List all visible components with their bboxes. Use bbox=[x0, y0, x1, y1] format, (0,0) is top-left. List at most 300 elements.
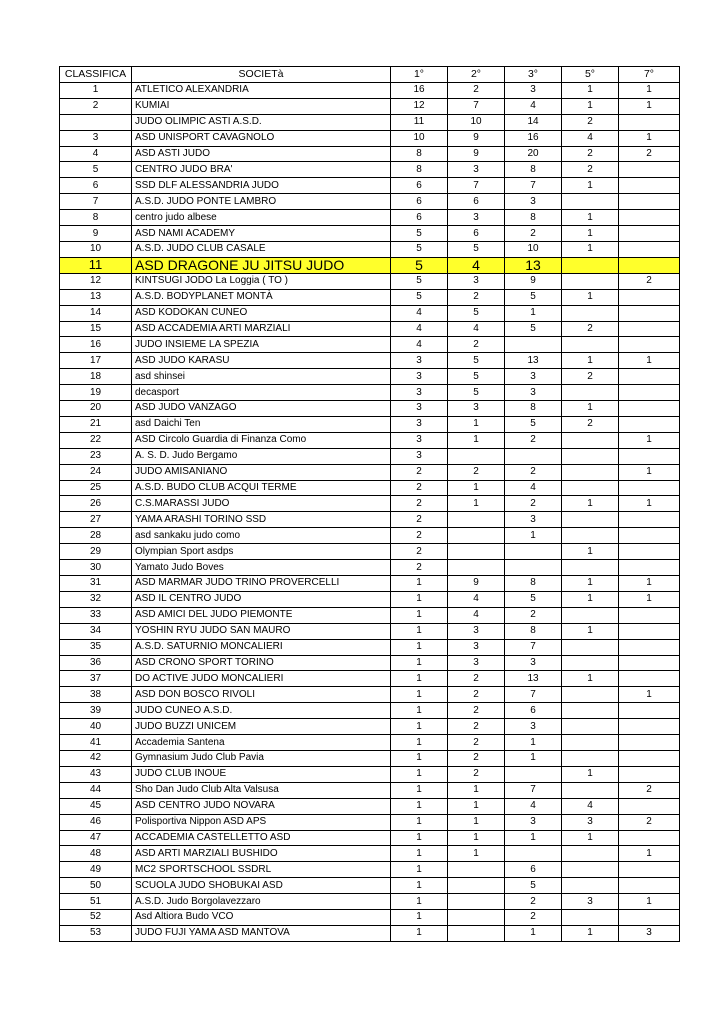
cell-third-place: 4 bbox=[505, 480, 562, 496]
table-row bbox=[60, 925, 680, 941]
cell-classifica: 22 bbox=[60, 432, 132, 448]
cell-first-place: 16 bbox=[391, 82, 448, 98]
cell-classifica: 9 bbox=[60, 226, 132, 242]
cell-societa: MC2 SPORTSCHOOL SSDRL bbox=[132, 862, 391, 878]
table-row bbox=[60, 735, 680, 751]
cell-societa: ASD DRAGONE JU JITSU JUDO bbox=[132, 257, 391, 273]
cell-third-place: 9 bbox=[505, 273, 562, 289]
cell-second-place: 2 bbox=[448, 464, 505, 480]
cell-second-place: 1 bbox=[448, 814, 505, 830]
cell-seventh-place bbox=[619, 416, 680, 432]
cell-second-place: 2 bbox=[448, 671, 505, 687]
cell-seventh-place bbox=[619, 257, 680, 273]
cell-first-place: 5 bbox=[391, 241, 448, 257]
cell-first-place: 1 bbox=[391, 766, 448, 782]
cell-first-place: 11 bbox=[391, 114, 448, 130]
cell-societa: JUDO CLUB INOUE bbox=[132, 766, 391, 782]
cell-seventh-place bbox=[619, 385, 680, 401]
cell-second-place: 9 bbox=[448, 576, 505, 592]
cell-fifth-place: 1 bbox=[562, 496, 619, 512]
cell-classifica: 51 bbox=[60, 894, 132, 910]
cell-societa: ASD CRONO SPORT TORINO bbox=[132, 655, 391, 671]
cell-classifica: 37 bbox=[60, 671, 132, 687]
header-classifica: CLASSIFICA bbox=[60, 67, 132, 83]
cell-societa: ACCADEMIA CASTELLETTO ASD bbox=[132, 830, 391, 846]
cell-seventh-place bbox=[619, 910, 680, 926]
table-row bbox=[60, 830, 680, 846]
cell-first-place: 1 bbox=[391, 639, 448, 655]
cell-classifica: 16 bbox=[60, 337, 132, 353]
cell-third-place: 13 bbox=[505, 353, 562, 369]
table-row bbox=[60, 512, 680, 528]
cell-first-place: 1 bbox=[391, 719, 448, 735]
cell-fifth-place: 4 bbox=[562, 798, 619, 814]
cell-second-place bbox=[448, 544, 505, 560]
cell-classifica: 1 bbox=[60, 82, 132, 98]
cell-societa: decasport bbox=[132, 385, 391, 401]
cell-classifica: 28 bbox=[60, 528, 132, 544]
cell-third-place: 5 bbox=[505, 321, 562, 337]
table-row bbox=[60, 528, 680, 544]
cell-first-place: 1 bbox=[391, 798, 448, 814]
cell-first-place: 5 bbox=[391, 273, 448, 289]
cell-societa: JUDO AMISANIANO bbox=[132, 464, 391, 480]
cell-second-place: 4 bbox=[448, 321, 505, 337]
cell-second-place: 1 bbox=[448, 416, 505, 432]
cell-fifth-place bbox=[562, 432, 619, 448]
cell-seventh-place: 2 bbox=[619, 814, 680, 830]
cell-seventh-place: 1 bbox=[619, 894, 680, 910]
cell-seventh-place bbox=[619, 544, 680, 560]
cell-classifica: 53 bbox=[60, 925, 132, 941]
cell-societa: KINTSUGI JODO La Loggia ( TO ) bbox=[132, 273, 391, 289]
cell-second-place: 3 bbox=[448, 623, 505, 639]
cell-third-place: 3 bbox=[505, 719, 562, 735]
cell-classifica: 20 bbox=[60, 401, 132, 417]
cell-third-place: 4 bbox=[505, 98, 562, 114]
cell-fifth-place: 2 bbox=[562, 369, 619, 385]
cell-classifica: 46 bbox=[60, 814, 132, 830]
cell-second-place: 1 bbox=[448, 480, 505, 496]
table-row bbox=[60, 910, 680, 926]
cell-classifica: 31 bbox=[60, 576, 132, 592]
cell-seventh-place bbox=[619, 719, 680, 735]
cell-seventh-place bbox=[619, 289, 680, 305]
table-row bbox=[60, 623, 680, 639]
header-third-place: 3° bbox=[505, 67, 562, 83]
cell-second-place: 2 bbox=[448, 82, 505, 98]
cell-seventh-place bbox=[619, 623, 680, 639]
cell-second-place: 5 bbox=[448, 353, 505, 369]
cell-societa: ASD ASTI JUDO bbox=[132, 146, 391, 162]
cell-third-place: 5 bbox=[505, 416, 562, 432]
cell-fifth-place bbox=[562, 194, 619, 210]
cell-classifica: 2 bbox=[60, 98, 132, 114]
cell-first-place: 1 bbox=[391, 703, 448, 719]
cell-seventh-place bbox=[619, 735, 680, 751]
cell-fifth-place bbox=[562, 464, 619, 480]
table-row bbox=[60, 273, 680, 289]
cell-second-place: 3 bbox=[448, 162, 505, 178]
cell-third-place: 8 bbox=[505, 401, 562, 417]
cell-second-place bbox=[448, 528, 505, 544]
cell-classifica: 29 bbox=[60, 544, 132, 560]
cell-fifth-place bbox=[562, 480, 619, 496]
cell-societa: CENTRO JUDO BRA' bbox=[132, 162, 391, 178]
cell-third-place bbox=[505, 560, 562, 576]
cell-seventh-place bbox=[619, 162, 680, 178]
table-row bbox=[60, 544, 680, 560]
table-row bbox=[60, 464, 680, 480]
cell-fifth-place: 1 bbox=[562, 544, 619, 560]
cell-third-place: 10 bbox=[505, 241, 562, 257]
cell-societa: ATLETICO ALEXANDRIA bbox=[132, 82, 391, 98]
cell-first-place: 3 bbox=[391, 353, 448, 369]
header-fifth-place: 5° bbox=[562, 67, 619, 83]
cell-classifica: 8 bbox=[60, 210, 132, 226]
cell-fifth-place bbox=[562, 910, 619, 926]
table-row bbox=[60, 178, 680, 194]
cell-second-place: 2 bbox=[448, 735, 505, 751]
cell-first-place: 5 bbox=[391, 226, 448, 242]
standings-body bbox=[60, 82, 680, 941]
cell-first-place: 1 bbox=[391, 607, 448, 623]
cell-societa: JUDO BUZZI UNICEM bbox=[132, 719, 391, 735]
table-row bbox=[60, 703, 680, 719]
cell-third-place: 16 bbox=[505, 130, 562, 146]
cell-classifica: 10 bbox=[60, 241, 132, 257]
cell-fifth-place: 1 bbox=[562, 353, 619, 369]
cell-second-place bbox=[448, 448, 505, 464]
cell-societa: ASD KODOKAN CUNEO bbox=[132, 305, 391, 321]
cell-first-place: 4 bbox=[391, 321, 448, 337]
cell-fifth-place bbox=[562, 273, 619, 289]
cell-second-place: 1 bbox=[448, 496, 505, 512]
cell-fifth-place: 1 bbox=[562, 671, 619, 687]
table-row bbox=[60, 194, 680, 210]
cell-fifth-place: 1 bbox=[562, 289, 619, 305]
standings-table bbox=[59, 66, 680, 942]
table-row bbox=[60, 226, 680, 242]
cell-classifica: 5 bbox=[60, 162, 132, 178]
cell-classifica: 39 bbox=[60, 703, 132, 719]
cell-fifth-place bbox=[562, 305, 619, 321]
cell-second-place: 6 bbox=[448, 194, 505, 210]
cell-classifica: 32 bbox=[60, 591, 132, 607]
table-row bbox=[60, 782, 680, 798]
cell-first-place: 2 bbox=[391, 560, 448, 576]
cell-seventh-place bbox=[619, 607, 680, 623]
cell-third-place: 3 bbox=[505, 512, 562, 528]
cell-seventh-place bbox=[619, 369, 680, 385]
cell-first-place: 3 bbox=[391, 385, 448, 401]
cell-classifica: 19 bbox=[60, 385, 132, 401]
cell-classifica: 25 bbox=[60, 480, 132, 496]
cell-societa: A.S.D. BUDO CLUB ACQUI TERME bbox=[132, 480, 391, 496]
cell-first-place: 1 bbox=[391, 687, 448, 703]
cell-fifth-place: 3 bbox=[562, 894, 619, 910]
cell-societa: ASD UNISPORT CAVAGNOLO bbox=[132, 130, 391, 146]
cell-second-place bbox=[448, 878, 505, 894]
cell-seventh-place bbox=[619, 750, 680, 766]
cell-third-place: 3 bbox=[505, 814, 562, 830]
cell-fifth-place bbox=[562, 337, 619, 353]
cell-fifth-place: 1 bbox=[562, 925, 619, 941]
cell-seventh-place bbox=[619, 305, 680, 321]
table-row bbox=[60, 798, 680, 814]
cell-first-place: 3 bbox=[391, 432, 448, 448]
cell-seventh-place bbox=[619, 830, 680, 846]
cell-societa: A.S.D. Judo Borgolavezzaro bbox=[132, 894, 391, 910]
cell-first-place: 1 bbox=[391, 878, 448, 894]
cell-seventh-place bbox=[619, 226, 680, 242]
cell-classifica: 15 bbox=[60, 321, 132, 337]
cell-second-place: 4 bbox=[448, 607, 505, 623]
cell-first-place: 1 bbox=[391, 591, 448, 607]
cell-fifth-place bbox=[562, 257, 619, 273]
cell-third-place: 1 bbox=[505, 735, 562, 751]
cell-seventh-place bbox=[619, 766, 680, 782]
cell-third-place: 7 bbox=[505, 782, 562, 798]
table-row bbox=[60, 432, 680, 448]
table-row bbox=[60, 146, 680, 162]
cell-fifth-place: 1 bbox=[562, 98, 619, 114]
cell-societa: ASD JUDO KARASU bbox=[132, 353, 391, 369]
cell-first-place: 8 bbox=[391, 162, 448, 178]
cell-seventh-place bbox=[619, 639, 680, 655]
cell-second-place: 1 bbox=[448, 830, 505, 846]
cell-seventh-place: 1 bbox=[619, 353, 680, 369]
cell-second-place: 2 bbox=[448, 337, 505, 353]
cell-seventh-place: 1 bbox=[619, 130, 680, 146]
table-row bbox=[60, 607, 680, 623]
table-row bbox=[60, 687, 680, 703]
table-row bbox=[60, 210, 680, 226]
cell-second-place: 2 bbox=[448, 289, 505, 305]
cell-fifth-place: 2 bbox=[562, 321, 619, 337]
cell-third-place: 2 bbox=[505, 464, 562, 480]
cell-societa: Sho Dan Judo Club Alta Valsusa bbox=[132, 782, 391, 798]
cell-seventh-place: 1 bbox=[619, 496, 680, 512]
cell-third-place: 1 bbox=[505, 305, 562, 321]
cell-third-place: 8 bbox=[505, 210, 562, 226]
table-row bbox=[60, 655, 680, 671]
cell-seventh-place bbox=[619, 178, 680, 194]
cell-second-place: 2 bbox=[448, 719, 505, 735]
table-row bbox=[60, 719, 680, 735]
cell-third-place: 2 bbox=[505, 607, 562, 623]
cell-fifth-place bbox=[562, 560, 619, 576]
cell-classifica: 14 bbox=[60, 305, 132, 321]
cell-third-place: 13 bbox=[505, 671, 562, 687]
cell-second-place: 1 bbox=[448, 782, 505, 798]
cell-first-place: 2 bbox=[391, 496, 448, 512]
table-row bbox=[60, 560, 680, 576]
cell-societa: JUDO FUJI YAMA ASD MANTOVA bbox=[132, 925, 391, 941]
table-row bbox=[60, 639, 680, 655]
cell-third-place: 5 bbox=[505, 878, 562, 894]
cell-classifica: 49 bbox=[60, 862, 132, 878]
cell-first-place: 10 bbox=[391, 130, 448, 146]
cell-seventh-place: 1 bbox=[619, 98, 680, 114]
cell-fifth-place bbox=[562, 750, 619, 766]
cell-second-place bbox=[448, 560, 505, 576]
cell-seventh-place: 1 bbox=[619, 82, 680, 98]
cell-societa: A. S. D. Judo Bergamo bbox=[132, 448, 391, 464]
cell-third-place: 2 bbox=[505, 226, 562, 242]
cell-classifica: 33 bbox=[60, 607, 132, 623]
cell-second-place: 4 bbox=[448, 257, 505, 273]
cell-first-place: 1 bbox=[391, 862, 448, 878]
cell-societa: ASD IL CENTRO JUDO bbox=[132, 591, 391, 607]
table-row bbox=[60, 401, 680, 417]
cell-first-place: 3 bbox=[391, 401, 448, 417]
cell-second-place: 3 bbox=[448, 210, 505, 226]
table-row bbox=[60, 480, 680, 496]
table-row bbox=[60, 289, 680, 305]
table-row bbox=[60, 671, 680, 687]
cell-second-place: 9 bbox=[448, 130, 505, 146]
cell-societa: ASD AMICI DEL JUDO PIEMONTE bbox=[132, 607, 391, 623]
cell-fifth-place: 1 bbox=[562, 82, 619, 98]
cell-classifica: 40 bbox=[60, 719, 132, 735]
header-societa: SOCIETà bbox=[132, 67, 391, 83]
cell-societa: centro judo albese bbox=[132, 210, 391, 226]
cell-third-place: 3 bbox=[505, 194, 562, 210]
cell-seventh-place bbox=[619, 321, 680, 337]
cell-third-place: 3 bbox=[505, 385, 562, 401]
table-row bbox=[60, 98, 680, 114]
cell-third-place: 2 bbox=[505, 894, 562, 910]
cell-seventh-place bbox=[619, 210, 680, 226]
cell-second-place: 5 bbox=[448, 305, 505, 321]
cell-societa: ASD MARMAR JUDO TRINO PROVERCELLI bbox=[132, 576, 391, 592]
cell-third-place: 7 bbox=[505, 178, 562, 194]
cell-second-place: 1 bbox=[448, 432, 505, 448]
cell-second-place: 3 bbox=[448, 401, 505, 417]
cell-third-place: 2 bbox=[505, 910, 562, 926]
cell-third-place bbox=[505, 846, 562, 862]
cell-seventh-place: 2 bbox=[619, 273, 680, 289]
cell-second-place bbox=[448, 862, 505, 878]
cell-seventh-place bbox=[619, 194, 680, 210]
header-first-place: 1° bbox=[391, 67, 448, 83]
cell-seventh-place bbox=[619, 703, 680, 719]
cell-fifth-place: 1 bbox=[562, 830, 619, 846]
cell-classifica: 23 bbox=[60, 448, 132, 464]
cell-societa: ASD CENTRO JUDO NOVARA bbox=[132, 798, 391, 814]
cell-second-place: 2 bbox=[448, 766, 505, 782]
cell-first-place: 8 bbox=[391, 146, 448, 162]
cell-first-place: 1 bbox=[391, 830, 448, 846]
cell-fifth-place: 2 bbox=[562, 146, 619, 162]
cell-first-place: 2 bbox=[391, 480, 448, 496]
cell-fifth-place: 1 bbox=[562, 178, 619, 194]
table-row bbox=[60, 766, 680, 782]
cell-societa: SCUOLA JUDO SHOBUKAI ASD bbox=[132, 878, 391, 894]
table-row bbox=[60, 591, 680, 607]
cell-second-place: 3 bbox=[448, 639, 505, 655]
cell-second-place: 5 bbox=[448, 369, 505, 385]
cell-seventh-place: 1 bbox=[619, 464, 680, 480]
table-row bbox=[60, 337, 680, 353]
cell-fifth-place bbox=[562, 782, 619, 798]
cell-second-place: 10 bbox=[448, 114, 505, 130]
table-row bbox=[60, 416, 680, 432]
cell-fifth-place: 1 bbox=[562, 226, 619, 242]
cell-societa: YOSHIN RYU JUDO SAN MAURO bbox=[132, 623, 391, 639]
cell-first-place: 1 bbox=[391, 814, 448, 830]
cell-seventh-place: 1 bbox=[619, 591, 680, 607]
table-row bbox=[60, 305, 680, 321]
cell-fifth-place bbox=[562, 687, 619, 703]
cell-third-place: 7 bbox=[505, 639, 562, 655]
table-row bbox=[60, 750, 680, 766]
cell-classifica: 7 bbox=[60, 194, 132, 210]
cell-third-place: 2 bbox=[505, 432, 562, 448]
cell-seventh-place bbox=[619, 337, 680, 353]
cell-fifth-place bbox=[562, 735, 619, 751]
cell-first-place: 12 bbox=[391, 98, 448, 114]
cell-societa: KUMIAI bbox=[132, 98, 391, 114]
cell-seventh-place: 3 bbox=[619, 925, 680, 941]
table-row bbox=[60, 448, 680, 464]
cell-classifica: 21 bbox=[60, 416, 132, 432]
table-row bbox=[60, 369, 680, 385]
table-row bbox=[60, 814, 680, 830]
cell-societa: asd Daichi Ten bbox=[132, 416, 391, 432]
cell-societa: A.S.D. BODYPLANET MONTÀ bbox=[132, 289, 391, 305]
cell-third-place bbox=[505, 766, 562, 782]
cell-societa: JUDO CUNEO A.S.D. bbox=[132, 703, 391, 719]
cell-first-place: 1 bbox=[391, 910, 448, 926]
cell-societa: JUDO INSIEME LA SPEZIA bbox=[132, 337, 391, 353]
table-row bbox=[60, 130, 680, 146]
cell-third-place: 5 bbox=[505, 289, 562, 305]
cell-classifica: 24 bbox=[60, 464, 132, 480]
cell-classifica: 47 bbox=[60, 830, 132, 846]
cell-first-place: 2 bbox=[391, 512, 448, 528]
cell-first-place: 2 bbox=[391, 528, 448, 544]
cell-classifica: 41 bbox=[60, 735, 132, 751]
cell-societa: Olympian Sport asdps bbox=[132, 544, 391, 560]
cell-first-place: 3 bbox=[391, 416, 448, 432]
cell-fifth-place: 1 bbox=[562, 241, 619, 257]
cell-classifica: 38 bbox=[60, 687, 132, 703]
cell-fifth-place bbox=[562, 878, 619, 894]
cell-classifica: 3 bbox=[60, 130, 132, 146]
cell-seventh-place bbox=[619, 878, 680, 894]
cell-societa: A.S.D. JUDO PONTE LAMBRO bbox=[132, 194, 391, 210]
cell-classifica: 34 bbox=[60, 623, 132, 639]
cell-societa: asd sankaku judo como bbox=[132, 528, 391, 544]
cell-fifth-place bbox=[562, 448, 619, 464]
cell-societa: A.S.D. JUDO CLUB CASALE bbox=[132, 241, 391, 257]
cell-third-place bbox=[505, 544, 562, 560]
cell-fifth-place bbox=[562, 639, 619, 655]
cell-first-place: 4 bbox=[391, 337, 448, 353]
cell-seventh-place bbox=[619, 560, 680, 576]
cell-seventh-place bbox=[619, 480, 680, 496]
cell-societa: ASD ARTI MARZIALI BUSHIDO bbox=[132, 846, 391, 862]
cell-second-place: 2 bbox=[448, 687, 505, 703]
cell-societa: Polisportiva Nippon ASD APS bbox=[132, 814, 391, 830]
cell-third-place: 8 bbox=[505, 623, 562, 639]
cell-fifth-place: 2 bbox=[562, 114, 619, 130]
cell-classifica: 11 bbox=[60, 257, 132, 273]
cell-societa: asd shinsei bbox=[132, 369, 391, 385]
cell-third-place: 6 bbox=[505, 862, 562, 878]
